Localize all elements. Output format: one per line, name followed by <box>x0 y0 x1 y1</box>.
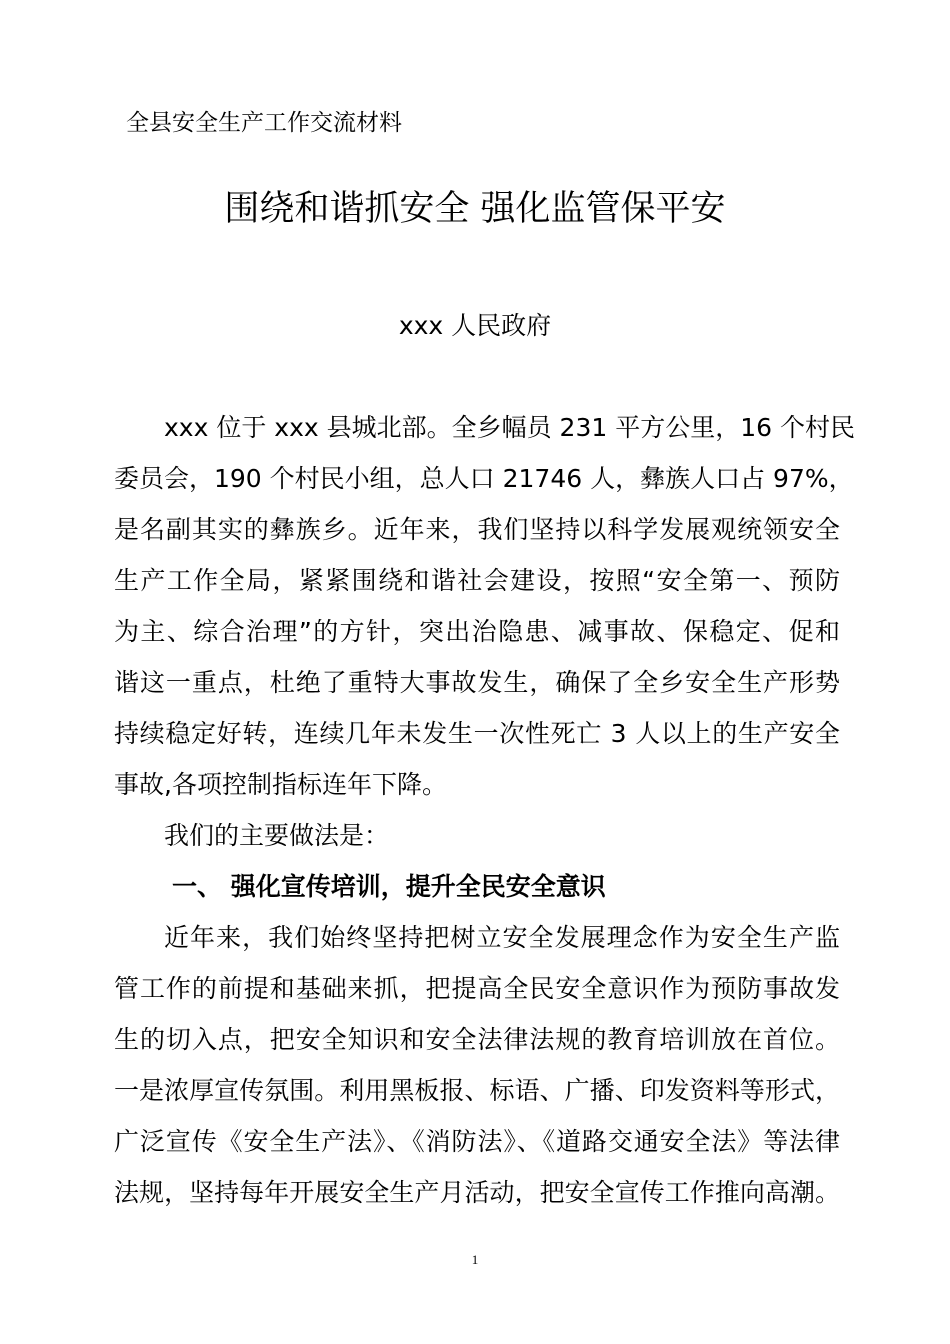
paragraph-line: 管工作的前提和基础来抓，把提高全民安全意识作为预防事故发 <box>114 974 840 1003</box>
paragraph-line: 法规，坚持每年开展安全生产月活动，把安全宣传工作推向高潮。 <box>114 1178 840 1207</box>
page-number: 1 <box>471 1252 479 1267</box>
header-label: 全县安全生产工作交流材料 <box>126 110 402 136</box>
paragraph-line: 谐这一重点，杜绝了重特大事故发生，确保了全乡安全生产形势 <box>114 668 840 697</box>
document-title: 围绕和谐抓安全 强化监管保平安 <box>224 189 726 229</box>
paragraph-line: 为主、综合治理”的方针，突出治隐患、减事故、保稳定、促和 <box>114 617 840 646</box>
paragraph-line: 一是浓厚宣传氛围。利用黑板报、标语、广播、印发资料等形式， <box>114 1076 840 1105</box>
methods-intro: 我们的主要做法是： <box>164 821 390 850</box>
paragraph-line: 是名副其实的彝族乡。近年来，我们坚持以科学发展观统领安全 <box>114 515 840 544</box>
paragraph-line: 持续稳定好转，连续几年未发生一次性死亡 3 人以上的生产安全 <box>114 719 840 748</box>
author-line: xxx 人民政府 <box>398 311 552 340</box>
paragraph-line: 生的切入点，把安全知识和安全法律法规的教育培训放在首位。 <box>114 1025 840 1054</box>
paragraph-line: xxx 位于 xxx 县城北部。全乡幅员 231 平方公里，16 个村民 <box>164 413 855 442</box>
paragraph-line: 委员会，190 个村民小组，总人口 21746 人，彝族人口占 97%， <box>114 464 854 493</box>
paragraph-line: 广泛宣传《安全生产法》、《消防法》、《道路交通安全法》等法律 <box>114 1127 840 1156</box>
section-heading: 一、 强化宣传培训，提升全民安全意识 <box>172 872 606 901</box>
paragraph-line: 近年来，我们始终坚持把树立安全发展理念作为安全生产监 <box>164 923 840 952</box>
paragraph-line: 事故,各项控制指标连年下降。 <box>114 770 447 799</box>
paragraph-line: 生产工作全局，紧紧围绕和谐社会建设，按照“安全第一、预防 <box>114 566 840 595</box>
